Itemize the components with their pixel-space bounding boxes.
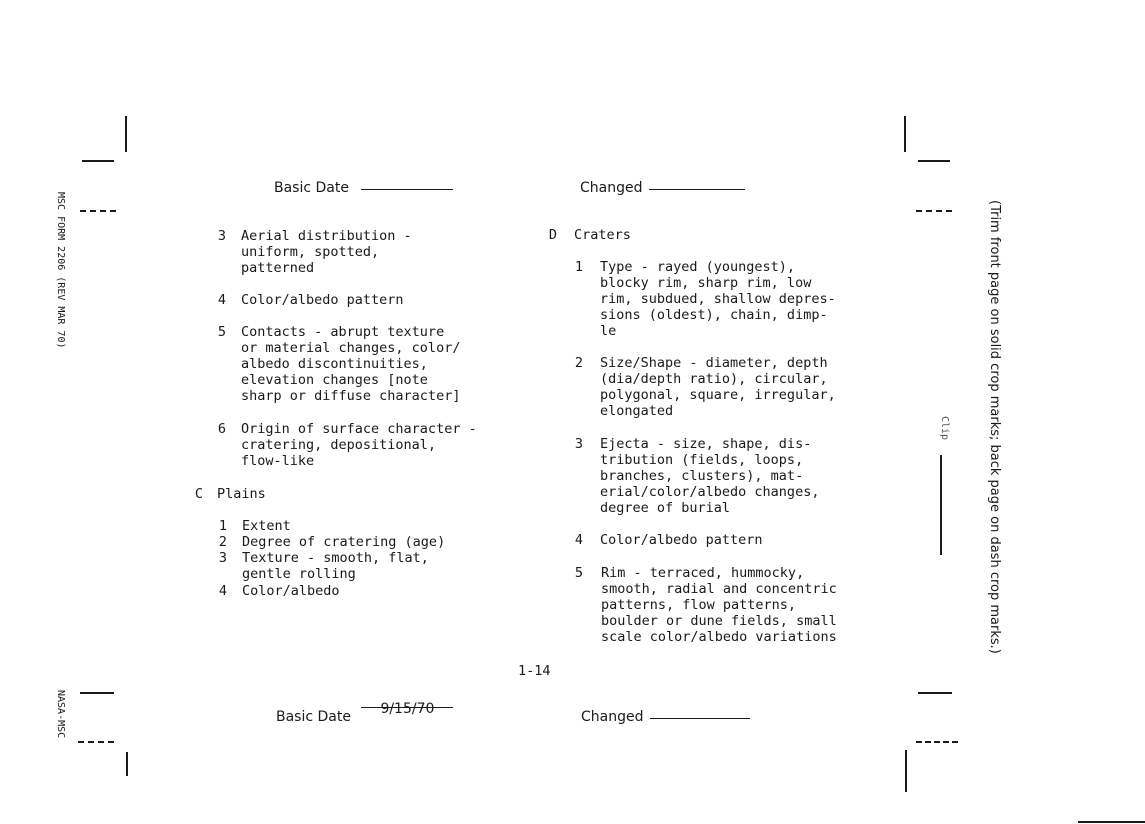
basic-date-label: Basic Date (274, 180, 349, 196)
footer-basic-date (276, 701, 453, 725)
header-basic-date (274, 180, 453, 196)
crop-mark (80, 692, 114, 694)
crop-mark (904, 116, 906, 152)
page-number: 1-14 (518, 663, 551, 679)
dash-crop-mark (916, 741, 958, 745)
dash-crop-mark (78, 741, 114, 745)
crop-mark (918, 160, 950, 162)
edge-line (1078, 821, 1145, 823)
agency-label: NASA-MSC (55, 690, 66, 739)
basic-date-blank (361, 701, 453, 717)
changed-label: Changed (580, 180, 643, 196)
crop-mark (126, 752, 128, 776)
crop-mark (125, 116, 127, 152)
dash-crop-mark (80, 210, 116, 214)
footer-changed (581, 709, 750, 725)
dash-crop-mark (916, 210, 952, 214)
changed-label: Changed (581, 709, 644, 725)
basic-date-label: Basic Date (276, 709, 351, 725)
basic-date-blank (361, 189, 453, 190)
crop-mark (918, 692, 952, 694)
margin-rule (940, 455, 942, 555)
changed-blank (649, 189, 745, 190)
form-id-label: MSC FORM 2206 (REV MAR 70) (55, 192, 66, 349)
trim-note: (Trim front page on solid crop marks; back page on dash crop marks.) (987, 200, 1002, 654)
crop-mark (82, 160, 114, 162)
margin-mark: Clip (939, 416, 950, 441)
header-changed (580, 180, 745, 196)
crop-mark (905, 750, 907, 792)
changed-blank (650, 718, 750, 719)
basic-date-value: 9/15/70 (380, 701, 435, 717)
